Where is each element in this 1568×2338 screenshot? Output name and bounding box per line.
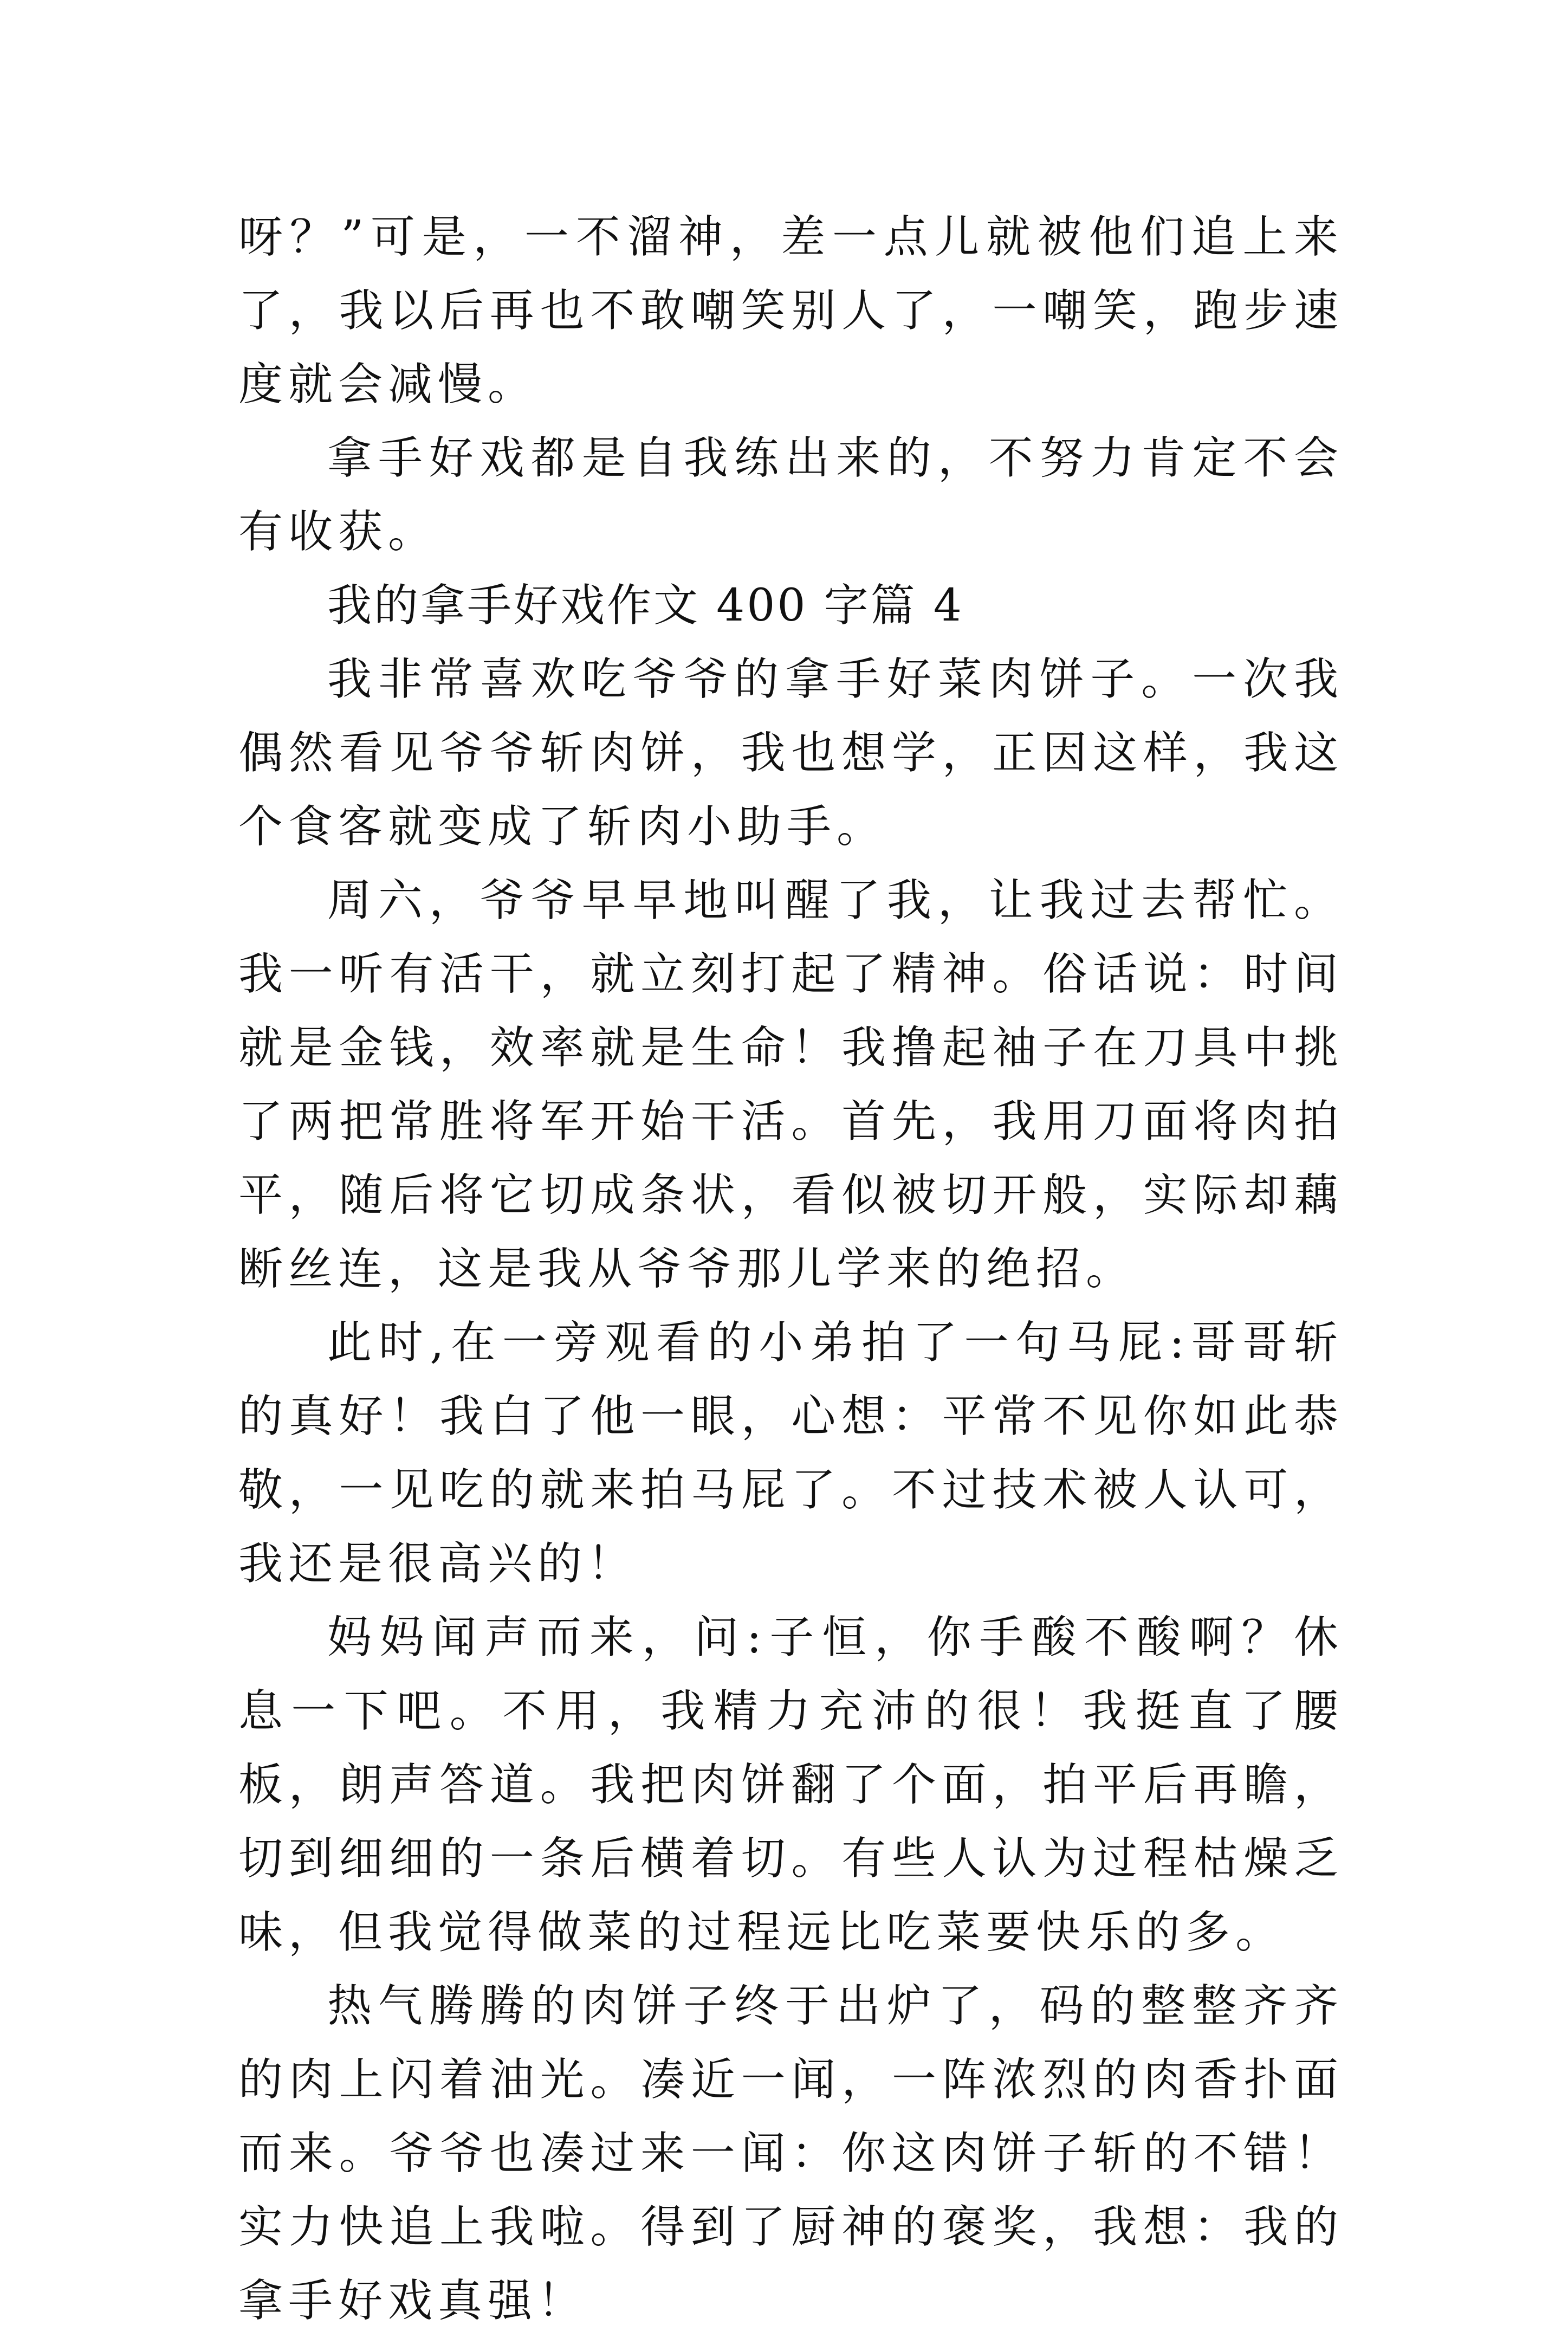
paragraph-conclusion: 拿手好戏都是自我练出来的，不努力肯定不会有收获。	[238, 432, 1344, 558]
paragraph-intro: 我非常喜欢吃爷爷的拿手好菜肉饼子。一次我偶然看见爷爷斩肉饼，我也想学，正因这样，我这个食客就变成了斩肉小助手。	[238, 654, 1344, 852]
document-body	[238, 201, 1344, 2338]
paragraph-ending: 热气腾腾的肉饼子终于出炉了，码的整整齐齐的肉上闪着油光。凑近一闻，一阵浓烈的肉香扑面而来。爷爷也凑过来一闻：你这肉饼子斩的不错！实力快追上我啦。得到了厨神的褒奖，我想：我的拿手好戏真强！	[238, 1980, 1344, 2327]
paragraph-continuation: 呀？”可是，一不溜神，差一点儿就被他们追上来了，我以后再也不敢嘲笑别人了，一嘲笑，跑步速度就会减慢。	[238, 211, 1344, 410]
paragraph-little-brother: 此时,在一旁观看的小弟拍了一句马屁:哥哥斩的真好！我白了他一眼，心想：平常不见你如此恭敬，一见吃的就来拍马屁了。不过技术被人认可，我还是很高兴的！	[238, 1317, 1344, 1590]
paragraph-saturday: 周六，爷爷早早地叫醒了我，让我过去帮忙。我一听有活干，就立刻打起了精神。俗话说：时间就是金钱，效率就是生命！我撸起袖子在刀具中挑了两把常胜将军开始干活。首先，我用刀面将肉拍平，随后将它切成条状，看似被切开般，实际却藕断丝连，这是我从爷爷那儿学来的绝招。	[238, 875, 1344, 1295]
paragraph-mother: 妈妈闻声而来，问:子恒，你手酸不酸啊？休息一下吧。不用，我精力充沛的很！我挺直了腰板，朗声答道。我把肉饼翻了个面，拍平后再瞻，切到细细的一条后横着切。有些人认为过程枯燥乏味，但我觉得做菜的过程远比吃菜要快乐的多。	[238, 1612, 1344, 1958]
section-heading: 我的拿手好戏作文 400 字篇 4	[327, 580, 964, 631]
